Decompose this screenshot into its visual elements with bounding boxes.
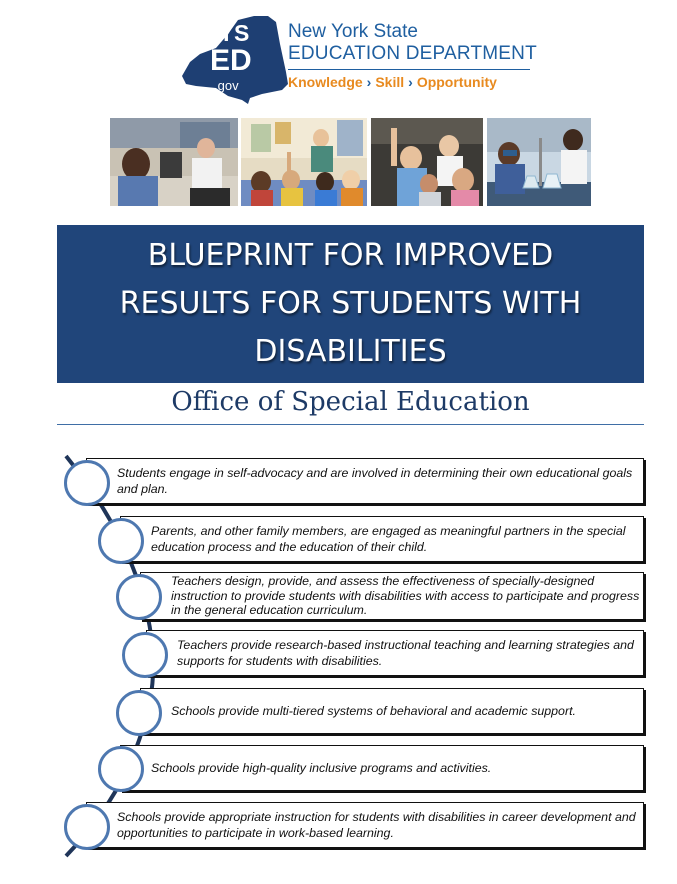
list-item-text: Teachers design, provide, and assess the effectiveness of specially-designed instruction to provide students with disabilities with access to participate and progress in the general education curriculum. [171,574,640,618]
list-item [140,572,644,620]
office-name: Office of Special Education [171,387,530,417]
list-item [120,516,644,562]
list-item-text: Schools provide appropriate instruction for students with disabilities in career development and opportunities to participate in work-based learning. [117,810,636,840]
org-line2: EDUCATION DEPARTMENT [288,43,537,64]
tagline-word: Knowledge [288,74,363,90]
list-item [146,630,644,676]
list-item-text: Schools provide high-quality inclusive programs and activities. [151,761,492,775]
list-bullet-circle [116,690,162,736]
list-bullet-circle [64,460,110,506]
tagline-word: Opportunity [416,74,497,90]
list-item-text: Schools provide multi-tiered systems of behavioral and academic support. [171,704,576,718]
list-bullet-circle [122,632,168,678]
list-item-text: Teachers provide research-based instructional teaching and learning strategies and supports for students with disabilities. [177,638,634,668]
list-item [120,745,644,791]
page-title: BLUEPRINT FOR IMPROVED RESULTS FOR STUDENTS WITH DISABILITIES [119,238,582,369]
list-item-text: Parents, and other family members, are engaged as meaningful partners in the special education process and the education of their child. [151,524,626,554]
logo-gov: .gov [214,78,239,93]
list-item [86,802,644,848]
chevron-right-icon: › [366,74,372,90]
list-bullet-circle [98,746,144,792]
org-line1: New York State [288,21,418,42]
list-item [140,688,644,734]
chevron-right-icon: › [408,74,413,90]
list-bullet-circle [64,804,110,850]
logo-nys: NYS [202,20,250,46]
logo-ed: ED [210,44,252,77]
list-item [86,458,644,504]
tagline-word: Skill [375,74,405,90]
list-item-text: Students engage in self-advocacy and are involved in determining their own educational goals and plan. [117,466,633,496]
list-bullet-circle [98,518,144,564]
list-bullet-circle [116,574,162,620]
